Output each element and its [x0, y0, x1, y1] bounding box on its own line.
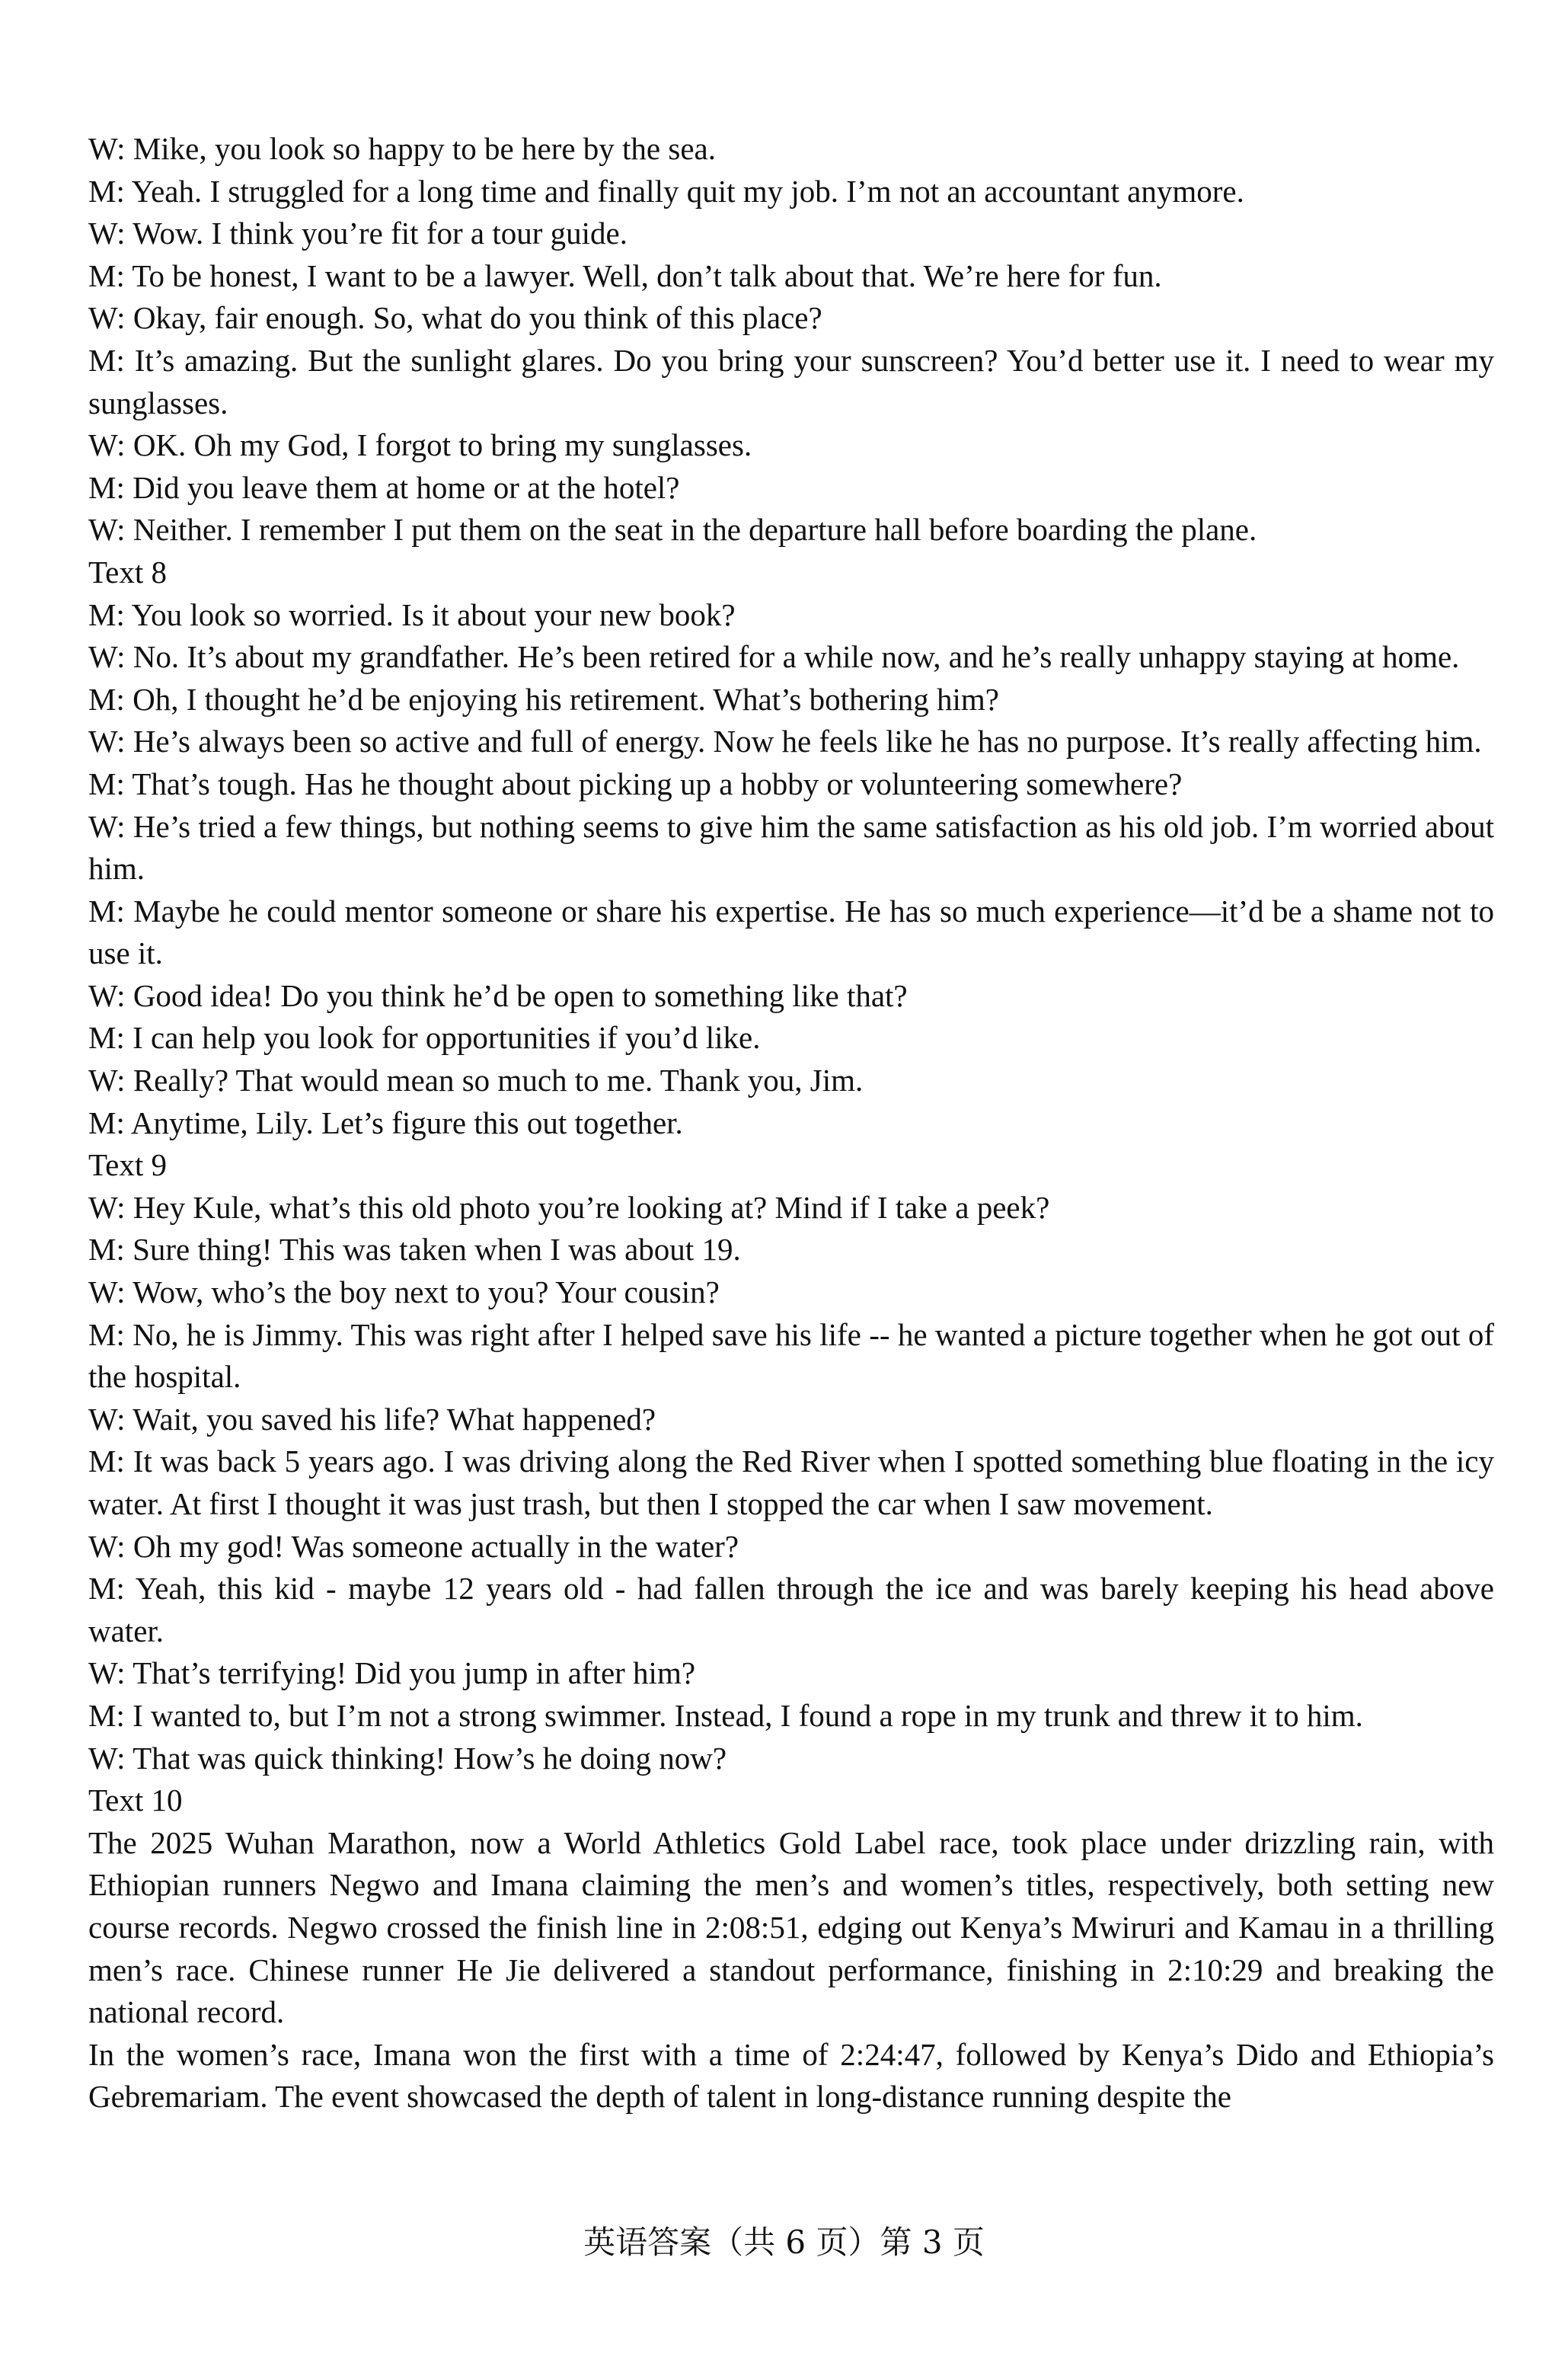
passage-paragraph: In the women’s race, Imana won the first with a time of 2:24:47, followed by Kenya’s Dido and Ethiopia’s Gebremariam. The event showcased the depth of talent in long-distance running despite the: [88, 2036, 1494, 2115]
dialogue-line: M: Yeah, this kid - maybe 12 years old - had fallen through the ice and was barely keeping his head above water.: [88, 1571, 1494, 1648]
dialogue-line: W: Wow. I think you’re fit for a tour guide.: [88, 216, 628, 251]
dialogue-line: M: Yeah. I struggled for a long time and finally quit my job. I’m not an accountant anymore.: [88, 173, 1244, 209]
dialogue-line: M: Oh, I thought he’d be enjoying his retirement. What’s bothering him?: [88, 681, 999, 717]
dialogue-line: W: Neither. I remember I put them on the seat in the departure hall before boarding the plane.: [88, 512, 1257, 548]
dialogue-line: W: No. It’s about my grandfather. He’s been retired for a while now, and he’s really unhappy staying at home.: [88, 639, 1460, 675]
dialogue-line: W: Hey Kule, what’s this old photo you’re looking at? Mind if I take a peek?: [88, 1189, 1050, 1225]
dialogue-line: W: He’s tried a few things, but nothing seems to give him the same satisfaction as his old job. I’m worried about him.: [88, 808, 1494, 887]
dialogue-line: W: Okay, fair enough. So, what do you think of this place?: [88, 300, 822, 336]
dialogue-line: M: Maybe he could mentor someone or share his expertise. He has so much experience—it’d be a shame not to use it.: [88, 893, 1494, 971]
dialogue-line: M: No, he is Jimmy. This was right after I helped save his life -- he wanted a picture together when he got out of the hospital.: [88, 1316, 1494, 1395]
dialogue-line: W: Wow, who’s the boy next to you? Your cousin?: [88, 1274, 720, 1310]
dialogue-line: W: Really? That would mean so much to me. Thank you, Jim.: [88, 1063, 864, 1098]
dialogue-line: W: That was quick thinking! How’s he doing now?: [88, 1740, 727, 1776]
dialogue-line: M: That’s tough. Has he thought about picking up a hobby or volunteering somewhere?: [88, 766, 1183, 801]
dialogue-line: M: It was back 5 years ago. I was driving along the Red River when I spotted something blue floating in the icy water. At first I thought it was just trash, but then I stopped the car when I saw movement.: [88, 1444, 1494, 1521]
document-body: [88, 128, 1494, 2118]
dialogue-line: M: I wanted to, but I’m not a strong swimmer. Instead, I found a rope in my trunk and threw it to him.: [88, 1697, 1363, 1733]
dialogue-line: W: He’s always been so active and full of energy. Now he feels like he has no purpose. It’s really affecting him.: [88, 724, 1482, 759]
section-heading-text-9: Text 9: [88, 1147, 168, 1183]
dialogue-line: W: Oh my god! Was someone actually in the water?: [88, 1528, 739, 1564]
dialogue-line: W: That’s terrifying! Did you jump in after him?: [88, 1655, 696, 1691]
dialogue-line: M: I can help you look for opportunities if you’d like.: [88, 1020, 761, 1056]
section-heading-text-8: Text 8: [88, 554, 168, 590]
dialogue-line: W: OK. Oh my God, I forgot to bring my sunglasses.: [88, 427, 752, 463]
page-footer: 英语答案（共 6 页）第 3 页: [583, 2224, 985, 2261]
dialogue-line: M: Sure thing! This was taken when I was about 19.: [88, 1232, 741, 1268]
dialogue-line: M: You look so worried. Is it about your new book?: [88, 596, 736, 632]
dialogue-line: M: It’s amazing. But the sunlight glares. Do you bring your sunscreen? You’d better use it. I need to wear my sunglasses.: [88, 342, 1494, 420]
passage-paragraph: The 2025 Wuhan Marathon, now a World Athletics Gold Label race, took place under drizzling rain, with Ethiopian runners Negwo and Imana claiming the men’s and women’s titles, respectively, both setting new course records. Negwo crossed the finish line in 2:08:51, edging out Kenya’s Mwiruri and Kamau in a thrilling men’s race. Chinese runner He Jie delivered a standout performance, finishing in 2:10:29 and breaking the national record.: [88, 1824, 1494, 2030]
section-heading-text-10: Text 10: [88, 1782, 183, 1818]
dialogue-line: M: Did you leave them at home or at the hotel?: [88, 469, 680, 505]
dialogue-line: M: Anytime, Lily. Let’s figure this out together.: [88, 1105, 683, 1140]
dialogue-line: W: Good idea! Do you think he’d be open to something like that?: [88, 977, 908, 1013]
dialogue-line: W: Wait, you saved his life? What happened?: [88, 1401, 656, 1437]
dialogue-line: M: To be honest, I want to be a lawyer. Well, don’t talk about that. We’re here for fun.: [88, 257, 1162, 293]
dialogue-line: W: Mike, you look so happy to be here by the sea.: [88, 131, 716, 166]
